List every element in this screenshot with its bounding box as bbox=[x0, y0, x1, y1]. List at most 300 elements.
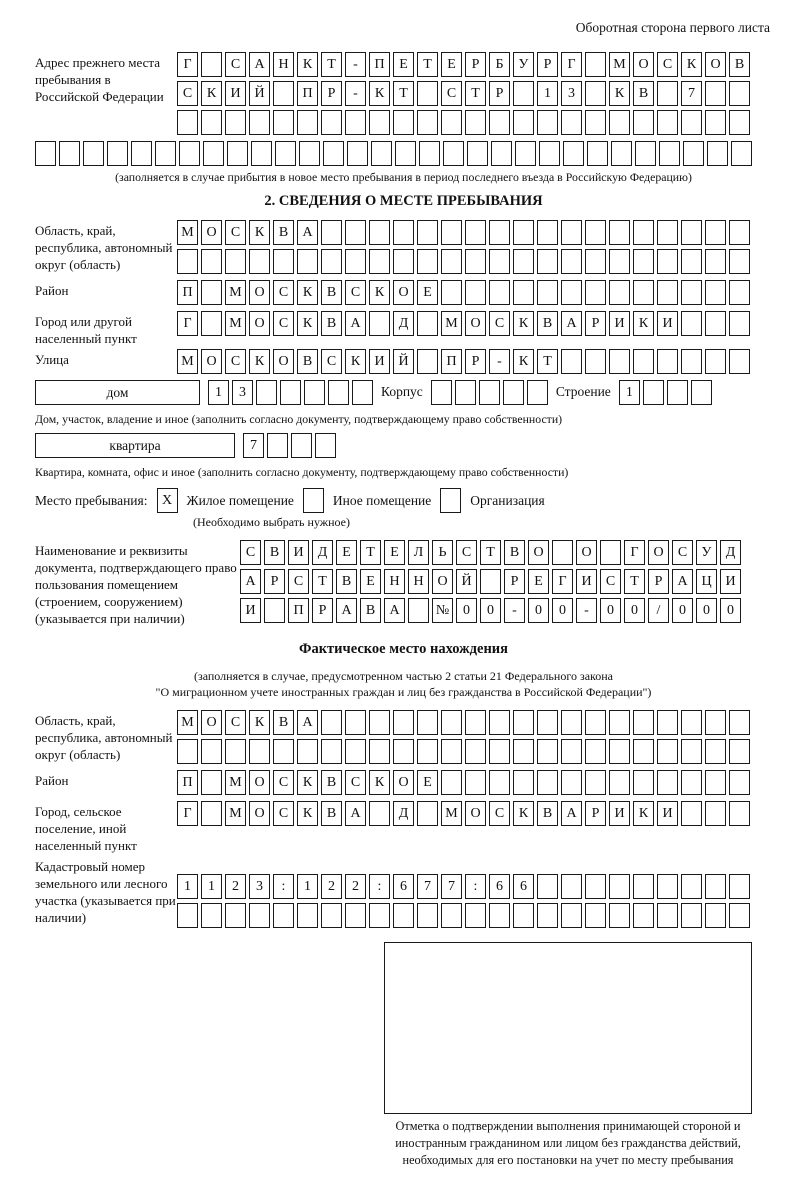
char-cell: С bbox=[489, 801, 510, 826]
char-cell bbox=[201, 801, 222, 826]
char-cell bbox=[539, 141, 560, 166]
char-cell: Т bbox=[417, 52, 438, 77]
char-cell: А bbox=[561, 801, 582, 826]
char-cell bbox=[345, 220, 366, 245]
char-cell bbox=[585, 52, 606, 77]
char-cell: А bbox=[240, 569, 261, 594]
char-cell bbox=[683, 141, 704, 166]
char-cell bbox=[513, 280, 534, 305]
char-cell bbox=[561, 220, 582, 245]
char-cell: Й bbox=[393, 349, 414, 374]
char-cell bbox=[479, 380, 500, 405]
char-cell bbox=[131, 141, 152, 166]
char-cell: Н bbox=[384, 569, 405, 594]
char-cell: С bbox=[225, 710, 246, 735]
char-cell bbox=[323, 141, 344, 166]
char-cell: Е bbox=[417, 280, 438, 305]
char-cell: С bbox=[657, 52, 678, 77]
char-cell bbox=[681, 801, 702, 826]
char-cell bbox=[681, 770, 702, 795]
char-cell: В bbox=[633, 81, 654, 106]
char-cell bbox=[177, 249, 198, 274]
char-cell: С bbox=[225, 220, 246, 245]
apartment-caption: Квартира, комната, офис и иное (заполнить согласно документу, подтверждающему право собственности) bbox=[35, 465, 569, 479]
prev-address-caption: (заполняется в случае прибытия в новое место пребывания в период последнего въезда в Российскую Федерацию) bbox=[115, 170, 692, 184]
char-cell: К bbox=[681, 52, 702, 77]
char-cell: 0 bbox=[552, 598, 573, 623]
char-cell: О bbox=[201, 220, 222, 245]
char-cell bbox=[705, 710, 726, 735]
char-cell bbox=[729, 801, 750, 826]
char-cell bbox=[419, 141, 440, 166]
char-cell bbox=[705, 739, 726, 764]
char-cell bbox=[731, 141, 752, 166]
stay-type-block bbox=[35, 488, 772, 513]
stay-option-other-label: Иное помещение bbox=[332, 492, 432, 508]
char-cell bbox=[417, 739, 438, 764]
char-cell: К bbox=[297, 311, 318, 336]
char-cell bbox=[107, 141, 128, 166]
char-cell bbox=[561, 739, 582, 764]
char-cell: Б bbox=[489, 52, 510, 77]
char-cell bbox=[297, 739, 318, 764]
char-cell: 7 bbox=[243, 433, 264, 458]
char-cell: В bbox=[504, 540, 525, 565]
char-cell: Р bbox=[504, 569, 525, 594]
char-cell bbox=[513, 770, 534, 795]
checkbox-organization bbox=[440, 488, 461, 513]
char-cell bbox=[465, 220, 486, 245]
char-cell bbox=[705, 903, 726, 928]
char-cell: В bbox=[297, 349, 318, 374]
char-cell: В bbox=[321, 280, 342, 305]
char-cell: Е bbox=[528, 569, 549, 594]
char-cell bbox=[537, 220, 558, 245]
char-cell bbox=[225, 739, 246, 764]
apartment-cells bbox=[243, 433, 336, 458]
char-cell: О bbox=[465, 801, 486, 826]
char-cell bbox=[667, 380, 688, 405]
char-cell bbox=[657, 349, 678, 374]
char-cell bbox=[155, 141, 176, 166]
char-cell: Т bbox=[624, 569, 645, 594]
char-cell: Т bbox=[480, 540, 501, 565]
char-cell bbox=[657, 739, 678, 764]
char-cell bbox=[455, 380, 476, 405]
char-cell bbox=[657, 770, 678, 795]
char-cell bbox=[201, 311, 222, 336]
char-cell bbox=[347, 141, 368, 166]
char-cell: Г bbox=[177, 801, 198, 826]
char-cell: Р bbox=[489, 81, 510, 106]
char-cell: А bbox=[336, 598, 357, 623]
char-cell: М bbox=[225, 770, 246, 795]
char-cell bbox=[705, 311, 726, 336]
char-cell: Р bbox=[264, 569, 285, 594]
char-cell bbox=[585, 903, 606, 928]
char-cell: Г bbox=[561, 52, 582, 77]
char-cell bbox=[35, 141, 56, 166]
char-cell: 2 bbox=[345, 874, 366, 899]
char-cell: 1 bbox=[619, 380, 640, 405]
char-cell: 1 bbox=[201, 874, 222, 899]
char-cell: И bbox=[657, 801, 678, 826]
char-cell: О bbox=[201, 710, 222, 735]
char-cell: М bbox=[609, 52, 630, 77]
document-label: Наименование и реквизиты документа, подтверждающего право пользования помещением (строением, сооружением) (указывается при наличии) bbox=[35, 543, 237, 626]
char-cell bbox=[609, 770, 630, 795]
char-cell: С bbox=[600, 569, 621, 594]
city-row bbox=[177, 311, 750, 336]
char-cell bbox=[369, 739, 390, 764]
char-cell bbox=[345, 710, 366, 735]
char-cell bbox=[729, 874, 750, 899]
char-cell bbox=[537, 874, 558, 899]
char-cell bbox=[465, 280, 486, 305]
char-cell bbox=[465, 770, 486, 795]
char-cell bbox=[443, 141, 464, 166]
char-cell bbox=[659, 141, 680, 166]
char-cell: К bbox=[249, 710, 270, 735]
char-cell bbox=[369, 903, 390, 928]
char-cell bbox=[537, 903, 558, 928]
char-cell bbox=[657, 220, 678, 245]
char-cell bbox=[369, 311, 390, 336]
korpus-label: Корпус bbox=[381, 384, 423, 399]
char-cell bbox=[275, 141, 296, 166]
char-cell: О bbox=[273, 349, 294, 374]
house-block bbox=[35, 380, 772, 409]
prev-address-row-2 bbox=[177, 81, 750, 106]
street-label: Улица bbox=[35, 352, 69, 367]
char-cell: - bbox=[489, 349, 510, 374]
char-cell: С bbox=[672, 540, 693, 565]
char-cell: Ц bbox=[696, 569, 717, 594]
actual-location-title: Фактическое место нахождения bbox=[299, 641, 508, 657]
char-cell: Р bbox=[537, 52, 558, 77]
char-cell bbox=[369, 110, 390, 135]
char-cell bbox=[273, 110, 294, 135]
char-cell bbox=[643, 380, 664, 405]
char-cell bbox=[417, 110, 438, 135]
char-cell bbox=[527, 380, 548, 405]
char-cell: 0 bbox=[624, 598, 645, 623]
char-cell bbox=[585, 280, 606, 305]
char-cell bbox=[369, 801, 390, 826]
char-cell bbox=[561, 249, 582, 274]
char-cell bbox=[513, 220, 534, 245]
char-cell bbox=[467, 141, 488, 166]
char-cell bbox=[705, 874, 726, 899]
char-cell bbox=[537, 249, 558, 274]
char-cell: К bbox=[633, 801, 654, 826]
char-cell bbox=[315, 433, 336, 458]
street-row bbox=[177, 349, 750, 374]
char-cell: С bbox=[225, 52, 246, 77]
char-cell bbox=[537, 710, 558, 735]
char-cell bbox=[297, 903, 318, 928]
cadastre-row-1 bbox=[177, 874, 750, 899]
char-cell: И bbox=[369, 349, 390, 374]
char-cell: А bbox=[297, 710, 318, 735]
prev-address-row-4 bbox=[35, 141, 772, 166]
char-cell: - bbox=[345, 81, 366, 106]
char-cell bbox=[352, 380, 373, 405]
char-cell: Е bbox=[393, 52, 414, 77]
char-cell bbox=[705, 770, 726, 795]
char-cell bbox=[393, 110, 414, 135]
char-cell bbox=[489, 110, 510, 135]
char-cell bbox=[657, 903, 678, 928]
char-cell bbox=[611, 141, 632, 166]
district-block bbox=[35, 280, 772, 309]
char-cell: М bbox=[441, 801, 462, 826]
char-cell bbox=[345, 110, 366, 135]
char-cell: А bbox=[384, 598, 405, 623]
char-cell bbox=[441, 220, 462, 245]
char-cell bbox=[225, 249, 246, 274]
apartment-block bbox=[35, 433, 772, 462]
char-cell: Д bbox=[393, 801, 414, 826]
char-cell bbox=[201, 110, 222, 135]
char-cell bbox=[201, 280, 222, 305]
char-cell bbox=[441, 710, 462, 735]
char-cell bbox=[705, 280, 726, 305]
char-cell bbox=[489, 280, 510, 305]
char-cell: К bbox=[345, 349, 366, 374]
char-cell: И bbox=[720, 569, 741, 594]
char-cell: 0 bbox=[600, 598, 621, 623]
char-cell bbox=[681, 249, 702, 274]
char-cell bbox=[503, 380, 524, 405]
char-cell: 3 bbox=[232, 380, 253, 405]
char-cell: П bbox=[369, 52, 390, 77]
char-cell: О bbox=[633, 52, 654, 77]
char-cell bbox=[225, 110, 246, 135]
char-cell bbox=[585, 770, 606, 795]
char-cell: М bbox=[225, 311, 246, 336]
char-cell: Л bbox=[408, 540, 429, 565]
char-cell bbox=[681, 710, 702, 735]
char-cell: А bbox=[249, 52, 270, 77]
char-cell bbox=[729, 311, 750, 336]
city-block bbox=[35, 311, 772, 347]
checkbox-other-premises bbox=[303, 488, 324, 513]
char-cell: У bbox=[696, 540, 717, 565]
char-cell bbox=[291, 433, 312, 458]
char-cell bbox=[417, 311, 438, 336]
char-cell bbox=[179, 141, 200, 166]
char-cell bbox=[657, 280, 678, 305]
char-cell bbox=[563, 141, 584, 166]
char-cell: 6 bbox=[513, 874, 534, 899]
char-cell bbox=[537, 280, 558, 305]
char-cell bbox=[441, 739, 462, 764]
char-cell: А bbox=[297, 220, 318, 245]
char-cell: Р bbox=[465, 52, 486, 77]
cadastre-label: Кадастровый номер земельного или лесного участка (указывается при наличии) bbox=[35, 859, 176, 925]
char-cell: П bbox=[177, 280, 198, 305]
char-cell: / bbox=[648, 598, 669, 623]
char-cell bbox=[585, 710, 606, 735]
char-cell bbox=[328, 380, 349, 405]
char-cell: 1 bbox=[208, 380, 229, 405]
char-cell bbox=[321, 249, 342, 274]
char-cell bbox=[609, 874, 630, 899]
char-cell bbox=[729, 739, 750, 764]
actual-district-block bbox=[35, 770, 772, 799]
char-cell bbox=[417, 349, 438, 374]
char-cell bbox=[465, 110, 486, 135]
char-cell bbox=[513, 81, 534, 106]
char-cell bbox=[705, 81, 726, 106]
char-cell bbox=[177, 903, 198, 928]
char-cell: Т bbox=[537, 349, 558, 374]
char-cell: Е bbox=[360, 569, 381, 594]
char-cell bbox=[227, 141, 248, 166]
char-cell: Р bbox=[312, 598, 333, 623]
char-cell bbox=[657, 249, 678, 274]
char-cell bbox=[297, 249, 318, 274]
char-cell bbox=[395, 141, 416, 166]
char-cell bbox=[633, 249, 654, 274]
actual-district-row bbox=[177, 770, 750, 795]
region-block bbox=[35, 220, 772, 278]
char-cell bbox=[691, 380, 712, 405]
checkbox-residential: X bbox=[157, 488, 178, 513]
actual-region-label: Область, край, республика, автономный округ (область) bbox=[35, 713, 173, 762]
char-cell: К bbox=[609, 81, 630, 106]
char-cell bbox=[249, 903, 270, 928]
char-cell: А bbox=[561, 311, 582, 336]
char-cell bbox=[585, 874, 606, 899]
char-cell bbox=[633, 874, 654, 899]
char-cell: С bbox=[345, 770, 366, 795]
house-type-box: дом bbox=[35, 380, 200, 405]
char-cell: И bbox=[576, 569, 597, 594]
char-cell bbox=[371, 141, 392, 166]
char-cell: Т bbox=[393, 81, 414, 106]
char-cell bbox=[441, 249, 462, 274]
char-cell bbox=[465, 903, 486, 928]
char-cell bbox=[537, 110, 558, 135]
char-cell: К bbox=[297, 52, 318, 77]
char-cell: - bbox=[345, 52, 366, 77]
char-cell bbox=[393, 710, 414, 735]
char-cell bbox=[609, 903, 630, 928]
char-cell bbox=[249, 249, 270, 274]
char-cell bbox=[681, 349, 702, 374]
char-cell bbox=[201, 739, 222, 764]
char-cell: У bbox=[513, 52, 534, 77]
stay-type-label: Место пребывания: bbox=[35, 492, 148, 508]
char-cell bbox=[177, 110, 198, 135]
char-cell bbox=[304, 380, 325, 405]
char-cell: О bbox=[201, 349, 222, 374]
char-cell bbox=[273, 739, 294, 764]
char-cell: О bbox=[249, 801, 270, 826]
char-cell: 1 bbox=[537, 81, 558, 106]
char-cell bbox=[465, 249, 486, 274]
char-cell: С bbox=[456, 540, 477, 565]
char-cell bbox=[83, 141, 104, 166]
char-cell bbox=[369, 710, 390, 735]
char-cell: С bbox=[177, 81, 198, 106]
prev-address-row-3 bbox=[177, 110, 750, 135]
char-cell bbox=[681, 903, 702, 928]
char-cell: 3 bbox=[561, 81, 582, 106]
char-cell: П bbox=[177, 770, 198, 795]
char-cell bbox=[633, 739, 654, 764]
char-cell: И bbox=[288, 540, 309, 565]
city-label: Город или другой населенный пункт bbox=[35, 314, 137, 346]
apartment-type-box: квартира bbox=[35, 433, 235, 458]
char-cell bbox=[657, 874, 678, 899]
char-cell: К bbox=[201, 81, 222, 106]
char-cell bbox=[393, 903, 414, 928]
char-cell: М bbox=[225, 801, 246, 826]
char-cell bbox=[585, 81, 606, 106]
char-cell: К bbox=[249, 220, 270, 245]
char-cell bbox=[417, 249, 438, 274]
char-cell bbox=[681, 280, 702, 305]
actual-city-block bbox=[35, 801, 772, 854]
char-cell bbox=[417, 710, 438, 735]
char-cell: И bbox=[609, 311, 630, 336]
char-cell: Н bbox=[408, 569, 429, 594]
house-number-cells bbox=[208, 380, 373, 405]
char-cell: О bbox=[249, 311, 270, 336]
stroenie-label: Строение bbox=[555, 384, 611, 399]
char-cell bbox=[417, 220, 438, 245]
char-cell: 0 bbox=[696, 598, 717, 623]
char-cell: О bbox=[393, 770, 414, 795]
page-side-note: Оборотная сторона первого листа bbox=[575, 20, 770, 35]
char-cell bbox=[561, 770, 582, 795]
char-cell: С bbox=[345, 280, 366, 305]
char-cell: И bbox=[609, 801, 630, 826]
char-cell: С bbox=[273, 770, 294, 795]
char-cell bbox=[561, 903, 582, 928]
char-cell bbox=[321, 739, 342, 764]
char-cell: К bbox=[513, 801, 534, 826]
char-cell bbox=[513, 249, 534, 274]
char-cell bbox=[225, 903, 246, 928]
char-cell: В bbox=[273, 220, 294, 245]
prev-address-rows bbox=[177, 52, 750, 139]
char-cell bbox=[600, 540, 621, 565]
char-cell: С bbox=[321, 349, 342, 374]
char-cell: К bbox=[633, 311, 654, 336]
char-cell bbox=[705, 349, 726, 374]
char-cell: Е bbox=[441, 52, 462, 77]
char-cell bbox=[297, 110, 318, 135]
char-cell: П bbox=[297, 81, 318, 106]
char-cell: : bbox=[273, 874, 294, 899]
char-cell bbox=[249, 739, 270, 764]
cadastre-block bbox=[35, 856, 772, 932]
char-cell: С bbox=[273, 311, 294, 336]
char-cell: К bbox=[513, 349, 534, 374]
char-cell: В bbox=[321, 311, 342, 336]
char-cell bbox=[657, 710, 678, 735]
char-cell: К bbox=[369, 770, 390, 795]
char-cell bbox=[321, 710, 342, 735]
char-cell: А bbox=[672, 569, 693, 594]
char-cell bbox=[633, 770, 654, 795]
char-cell: Д bbox=[312, 540, 333, 565]
char-cell bbox=[345, 739, 366, 764]
